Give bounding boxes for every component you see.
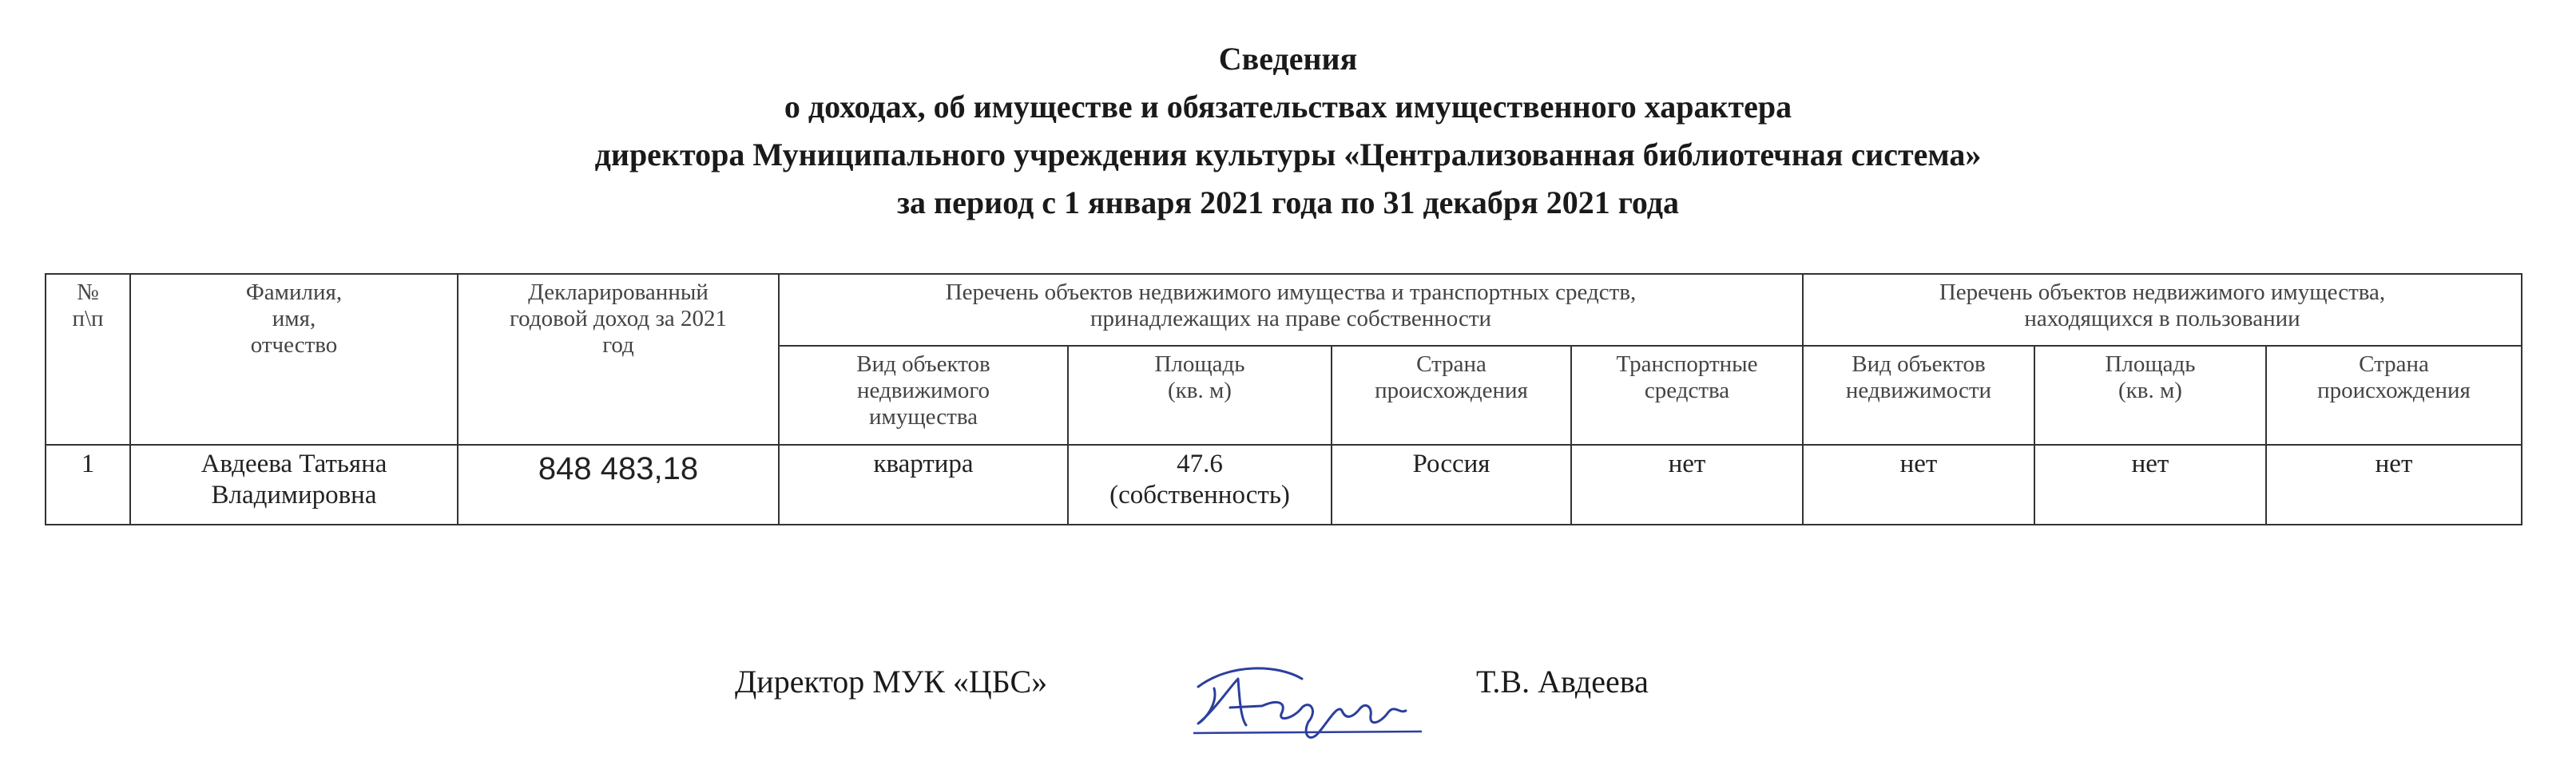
- header-owned-group: [779, 274, 1803, 346]
- header-fio-line: отчество: [250, 332, 338, 358]
- document-heading: [0, 35, 2576, 227]
- header-used-group-line: находящихся в пользовании: [2024, 306, 2300, 331]
- header-owned-area-line: (кв. м): [1168, 378, 1232, 403]
- header-owned-country: [1332, 346, 1571, 445]
- cell-owned-area-value: 47.6: [1177, 450, 1223, 478]
- header-income-line: Декларированный: [528, 279, 708, 305]
- header-owned-country-line: происхождения: [1375, 378, 1528, 403]
- header-used-country-line: происхождения: [2317, 378, 2471, 403]
- header-owned-country-line: Страна: [1416, 351, 1486, 377]
- header-used-area: [2034, 346, 2266, 445]
- header-used-type-line: недвижимости: [1845, 378, 1992, 403]
- cell-used-area: нет: [2034, 445, 2266, 525]
- header-used-country: [2266, 346, 2522, 445]
- cell-fio-line: Владимировна: [211, 481, 377, 509]
- header-owned-area: [1068, 346, 1332, 445]
- header-owned-group-line: Перечень объектов недвижимого имущества и транспортных средств,: [945, 279, 1637, 305]
- cell-owned-area-note: (собственность): [1109, 481, 1290, 509]
- heading-subject: о доходах, об имуществе и обязательствах имущественного характера: [784, 89, 1792, 125]
- cell-income: 848 483,18: [458, 445, 779, 525]
- header-number-line: п\п: [72, 306, 104, 331]
- header-owned-type-line: недвижимого: [856, 378, 990, 403]
- header-vehicles-line: средства: [1644, 378, 1730, 403]
- header-number-line: №: [77, 279, 99, 305]
- header-owned-area-line: Площадь: [1154, 351, 1245, 377]
- header-fio-line: имя,: [272, 306, 316, 331]
- header-used-area-line: Площадь: [2105, 351, 2196, 377]
- header-used-area-line: (кв. м): [2118, 378, 2182, 403]
- header-income-line: годовой доход за 2021: [509, 306, 728, 331]
- header-vehicles-line: Транспортные: [1616, 351, 1758, 377]
- cell-owned-country: Россия: [1332, 445, 1571, 525]
- cell-fio: [130, 445, 458, 525]
- cell-vehicles: нет: [1571, 445, 1803, 525]
- header-owned-type-line: Вид объектов: [856, 351, 990, 377]
- header-used-group: [1803, 274, 2522, 346]
- header-owned-type-line: имущества: [868, 404, 978, 430]
- header-fio: [130, 274, 458, 445]
- declaration-table: [45, 273, 2522, 525]
- cell-fio-line: Авдеева Татьяна: [200, 450, 387, 478]
- signatory-position: Директор МУК «ЦБС»: [735, 664, 1048, 700]
- cell-owned-type: квартира: [779, 445, 1068, 525]
- header-used-group-line: Перечень объектов недвижимого имущества,: [1939, 279, 2386, 305]
- header-used-country-line: Страна: [2359, 351, 2429, 377]
- header-income-line: год: [602, 332, 634, 358]
- heading-title: Сведения: [1218, 41, 1358, 77]
- header-used-type: [1803, 346, 2034, 445]
- header-used-type-line: Вид объектов: [1852, 351, 1986, 377]
- signature-block: [0, 655, 2576, 759]
- handwritten-signature: [1182, 655, 1438, 751]
- header-number: [46, 274, 130, 445]
- header-owned-group-line: принадлежащих на праве собственности: [1090, 306, 1492, 331]
- cell-owned-area: [1068, 445, 1332, 525]
- header-owned-type: [779, 346, 1068, 445]
- signatory-name: Т.В. Авдеева: [1476, 664, 1649, 700]
- header-fio-line: Фамилия,: [245, 279, 343, 305]
- header-vehicles: [1571, 346, 1803, 445]
- cell-used-type: нет: [1803, 445, 2034, 525]
- heading-organization: директора Муниципального учреждения культуры «Централизованная библиотечная система»: [594, 137, 1982, 172]
- heading-period: за период с 1 января 2021 года по 31 декабря 2021 года: [896, 184, 1680, 220]
- table-row: [46, 445, 2522, 525]
- header-income: [458, 274, 779, 445]
- cell-used-country: нет: [2266, 445, 2522, 525]
- cell-number: 1: [46, 445, 130, 525]
